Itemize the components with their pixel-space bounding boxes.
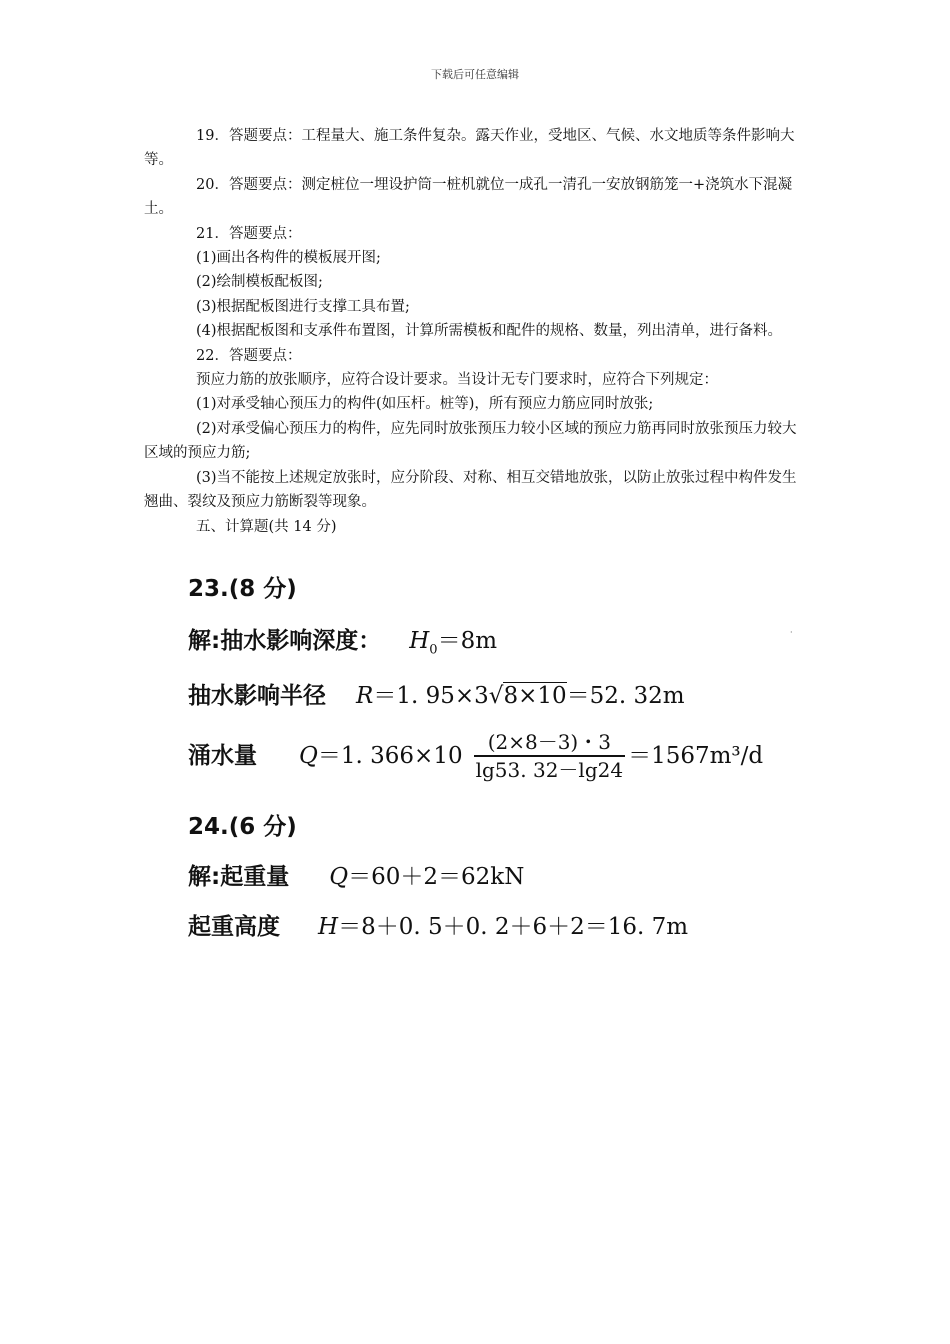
q24-height-label: 起重高度: [188, 914, 280, 940]
q23-depth-label: 解:抽水影响深度：: [188, 628, 382, 654]
q23-radius-root: 8×10: [503, 683, 567, 709]
q23-title: 23.(8 分): [188, 576, 297, 602]
q23-radius-var: R: [356, 683, 374, 709]
page-header: 下载后可任意编辑: [431, 68, 519, 81]
answer-22-item-3: (3)当不能按上述规定放张时，应分阶段、对称、相互交错地放张，以防止放张过程中构件发生翘曲、裂纹及预应力筋断裂等现象。: [144, 469, 797, 511]
q24-height-var: H: [318, 914, 339, 940]
answer-22-item-2: (2)对承受偏心预压力的构件，应先同时放张预压力较小区域的预应力筋再同时放张预压力较大区域的预应力筋;: [144, 420, 797, 462]
q23-line-inflow: [188, 730, 763, 783]
q24-line-load: [188, 858, 524, 891]
section-five-heading: 五、计算题(共 14 分): [196, 518, 337, 535]
q23-radius-value: ＝52. 32m: [566, 683, 685, 709]
sqrt-sign: √: [488, 683, 504, 709]
q24-height-value: ＝8＋0. 5＋0. 2＋6＋2＝16. 7m: [338, 914, 689, 940]
answer-22-item-1: (1)对承受轴心预压力的构件(如压杆。桩等)，所有预应力筋应同时放张;: [196, 396, 654, 413]
answer-text: [144, 124, 809, 539]
q24-title: 24.(6 分): [188, 814, 297, 840]
q23-inflow-value: ＝1567m³/d: [628, 743, 764, 769]
answer-22-intro: 预应力筋的放张顺序，应符合设计要求。当设计无专门要求时，应符合下列规定：: [196, 372, 718, 389]
q23-depth-sub: 0: [429, 642, 438, 658]
q23-line-radius: [188, 677, 685, 710]
answer-21-item-2: (2)绘制模板配板图;: [196, 274, 323, 291]
q23-inflow-label: 涌水量: [188, 743, 257, 769]
fraction-numerator: (2×8－3)・3: [474, 730, 625, 757]
answer-19: 19．答题要点：工程量大、施工条件复杂。露天作业，受地区、气候、水文地质等条件影响大等。: [144, 128, 795, 169]
answer-20: 20．答题要点：测定桩位一埋设护筒一桩机就位一成孔一清孔一安放钢筋笼一+浇筑水下混凝土。: [144, 176, 793, 218]
q23-inflow-expr: ＝1. 366×10: [317, 743, 463, 769]
q23-depth-value: ＝8m: [437, 628, 498, 654]
answer-22-heading: 22．答题要点：: [196, 347, 302, 364]
q23-radius-label: 抽水影响半径: [188, 683, 326, 709]
q24-load-value: ＝60＋2＝62kN: [348, 864, 525, 890]
q23-line-depth: [188, 622, 497, 658]
q23-depth-var: H: [409, 628, 430, 654]
fraction-denominator: lg53. 32－lg24: [475, 758, 624, 782]
q24-line-height: [188, 908, 688, 941]
q23-radius-expr: ＝1. 95×3: [373, 683, 489, 709]
answer-21-item-3: (3)根据配板图进行支撑工具布置;: [196, 298, 410, 315]
scan-speck: ·: [790, 628, 793, 637]
answer-21-item-1: (1)画出各构件的模板展开图;: [196, 250, 381, 267]
answer-21-heading: 21．答题要点：: [196, 225, 302, 242]
q24-load-var: Q: [329, 864, 349, 890]
q24-load-label: 解:起重量: [188, 864, 290, 890]
answer-21-item-4: (4)根据配板图和支承件布置图，计算所需模板和配件的规格、数量，列出清单，进行备料。: [196, 323, 783, 340]
q23-inflow-fraction: [474, 730, 625, 783]
q23-inflow-var: Q: [299, 743, 318, 769]
